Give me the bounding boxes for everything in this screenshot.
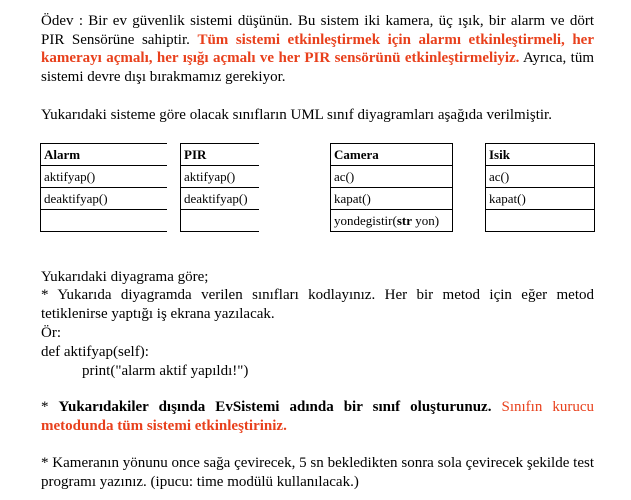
uml-pir-method: aktifyap() [181,166,260,188]
uml-isik [485,143,595,232]
uml-alarm-title: Alarm [41,144,168,166]
uml-pir-title: PIR [181,144,260,166]
task-2-red-bold: metodunda tüm sistemi etkinleştiriniz. [41,417,287,434]
uml-pir [180,143,259,232]
uml-alarm-method: deaktifyap() [41,188,168,210]
uml-isik-method [486,210,595,232]
task-1: * Yukarıda diyagramda verilen sınıfları kodlayınız. Her bir metod için eğer metod tetiklenirse yaptığı iş ekrana yazılacak. [41,287,594,322]
example-label: Ör: [41,325,61,341]
task-3: * Kameranın yönunu once sağa çevirecek, 5 sn bekledikten sonra sola çevirecek şekilde test programı yazınız. (ipucu: time modülü kullanılacak.) [41,455,594,490]
intro-text: Ödev : Bir ev güvenlik sistemi düşünün. Bu sistem iki kamera, üç ışık, bir alarm ve dört PIR Sensörüne sahiptir. [41,13,594,48]
uml-camera [330,143,453,232]
uml-pir-method: deaktifyap() [181,188,260,210]
uml-intro: Yukarıdaki sisteme göre olacak sınıfların UML sınıf diyagramları aşağıda verilmiştir. [41,107,552,123]
uml-isik-method: ac() [486,166,595,188]
uml-isik-title: Isik [486,144,595,166]
uml-camera-method: ac() [331,166,453,188]
intro-paragraph [41,12,594,86]
task-intro: Yukarıdaki diyagrama göre; [41,269,209,285]
uml-alarm-method: aktifyap() [41,166,168,188]
code-print: print("alarm aktif yapıldı!") [82,363,249,379]
code-def: def aktifyap(self): [41,344,149,360]
task-2: * Yukarıdakiler dışında EvSistemi adında bir sınıf oluşturunuz. Sınıfın kurucu metodunda tüm sistemi etkinleştiriniz. [41,399,594,434]
uml-isik-method: kapat() [486,188,595,210]
task-2-bold: Yukarıdakiler dışında EvSistemi adında bir sınıf oluşturunuz. [58,399,492,415]
uml-pir-method [181,210,260,232]
task-2-red: Sınıfın kurucu [491,399,594,415]
uml-camera-title: Camera [331,144,453,166]
intro-highlight: Tüm sistemi etkinleştirmek için alarmı etkinleştirmeli, her kamerayı açmalı, her ışığı açmalı ve her PIR sensörünü etkinleştirmeliyiz. [41,31,594,66]
uml-alarm-method [41,210,168,232]
intro-end: Ayrıca, tüm sistemi devre dışı bırakmamız gerekiyor. [41,50,594,85]
uml-camera-method-yon: yondegistir(str yon) [331,210,453,232]
uml-alarm [40,143,167,232]
uml-camera-method: kapat() [331,188,453,210]
